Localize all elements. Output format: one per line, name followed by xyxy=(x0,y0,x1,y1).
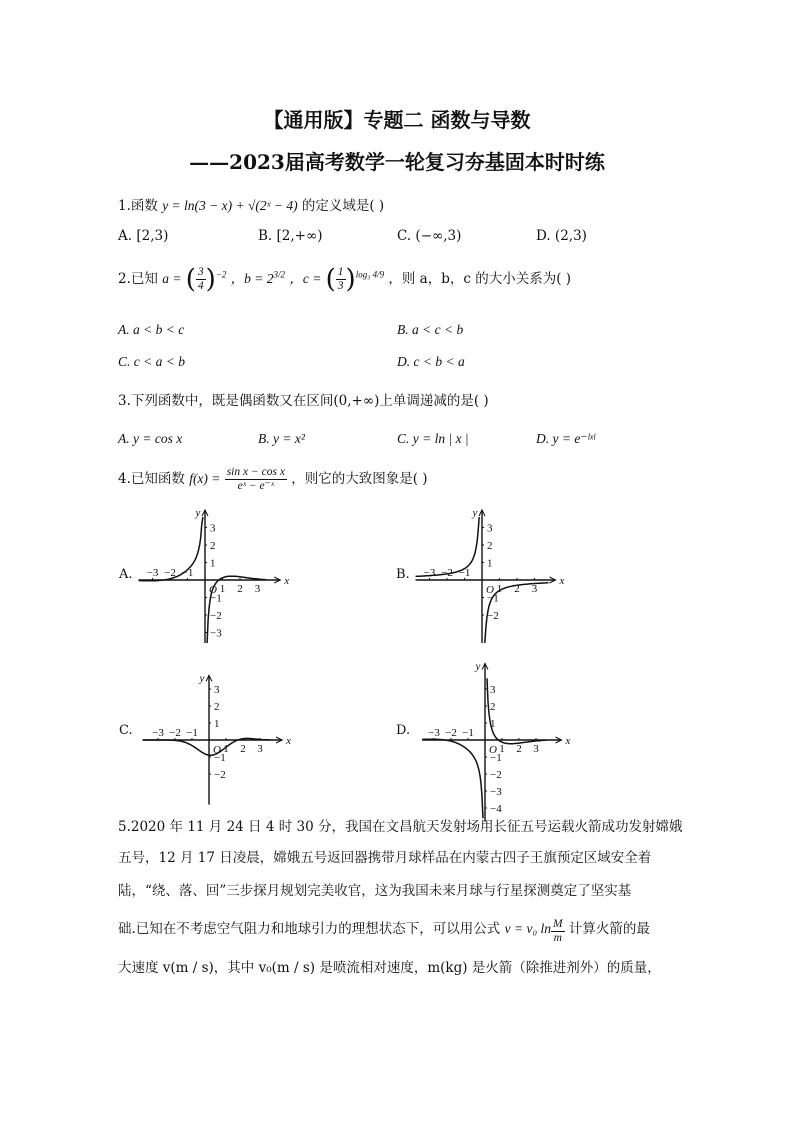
graphA-x-label: x xyxy=(284,575,290,587)
graphD-origin: O xyxy=(489,744,497,756)
graphC-ytick-label-4: −2 xyxy=(214,769,226,781)
graphB-y-label: y xyxy=(472,507,478,519)
graphD-xtick-label-5: 3 xyxy=(533,743,539,755)
graphB-curve-0 xyxy=(416,517,480,576)
q5-line-2: 五号，12 月 17 日凌晨，嫦娥五号返回器携带月球样品在内蒙古四子王旗预定区域安全着 xyxy=(118,850,652,866)
graphC-origin: O xyxy=(213,744,221,756)
graphB-ytick-label-2: 1 xyxy=(487,557,493,570)
title-line-2: ——2023届高考数学一轮复习夯基固本时时练 xyxy=(189,150,605,174)
graphD-curve-0 xyxy=(422,739,483,818)
q5-frac-num: M xyxy=(551,918,565,932)
graphD-ytick-label-1: 2 xyxy=(490,701,496,713)
graphD-xtick-label-3: 1 xyxy=(499,743,505,755)
graphA-xtick-label-3: 1 xyxy=(219,583,226,595)
graphB-x-arrow xyxy=(550,577,556,583)
graphB-y-arrow xyxy=(479,510,485,516)
graphB-ytick-label-0: 3 xyxy=(487,522,493,535)
graphB-origin: O xyxy=(486,584,494,596)
q1-option-c: C. (−∞,3) xyxy=(397,228,462,244)
graphA-ytick-label-1: 2 xyxy=(210,540,216,552)
graphD-ytick-label-3: −1 xyxy=(490,752,502,764)
q5-line-1: 5.2020 年 11 月 24 日 4 时 30 分，我国在文昌航天发射场用长征五号运载火箭成功发射嫦娥 xyxy=(118,819,683,835)
q2-option-b: B. a < c < b xyxy=(397,322,464,337)
q3-option-a: A. y = cos x xyxy=(118,431,183,446)
q1-option-d: D. (2,3) xyxy=(536,228,587,244)
graphD-xtick-label-1: −2 xyxy=(445,727,457,739)
q1-suffix: 的定义域是( ) xyxy=(301,198,385,214)
question-4 xyxy=(118,466,428,493)
graphA-y-arrow xyxy=(202,510,208,516)
q2-a-exp: −2 xyxy=(215,269,227,280)
graphA-y-label: y xyxy=(195,507,201,519)
graphB-xtick-label-3: 1 xyxy=(496,583,503,595)
q4-den: eˣ − e⁻ˣ xyxy=(237,480,274,493)
graphA-origin: O xyxy=(209,584,217,596)
graphC-ytick-label-2: 1 xyxy=(214,718,220,730)
graphB-ytick-label-1: 2 xyxy=(487,540,493,552)
q5-line-5: 大速度 v(m / s)，其中 v₀(m / s) 是喷流相对速度，m(kg) 是火箭（除推进剂外）的质量， xyxy=(118,960,661,976)
graphB-ytick-label-4: −2 xyxy=(487,610,499,622)
graphD-curve-1 xyxy=(487,678,546,743)
graphC-xtick-label-4: 2 xyxy=(240,743,246,755)
graphD-ytick-label-2: 1 xyxy=(490,718,496,730)
graphD-x-arrow xyxy=(556,737,562,743)
graphC-xtick-label-3: 1 xyxy=(223,743,229,755)
graphB-xtick-label-5: 3 xyxy=(531,583,538,595)
graphC-xtick-label-0: −3 xyxy=(152,727,164,739)
q2-a-den: 4 xyxy=(197,280,204,293)
q3-option-b: B. y = x² xyxy=(258,431,305,446)
q2-b-text: ，b = 2 xyxy=(230,271,274,287)
q2-c-den: 3 xyxy=(337,280,344,293)
q3-option-c: C. y = ln | x | xyxy=(397,431,469,446)
graphA-ytick-label-5: −3 xyxy=(210,627,222,640)
q3-option-d: D. y = e⁻ˡˣˡ xyxy=(536,431,595,446)
graphB-curve-1 xyxy=(485,583,549,643)
title-line-1: 【通用版】专题二 函数与导数 xyxy=(263,108,531,132)
graphB-x-label: x xyxy=(559,575,565,587)
graphB-xtick-label-1: −2 xyxy=(441,567,453,579)
graphD-ytick-label-0: 3 xyxy=(490,684,496,696)
q5-line-4b: 计算火箭的最 xyxy=(568,921,650,938)
graphA-x-arrow xyxy=(274,577,280,583)
graphD-ytick-label-5: −3 xyxy=(490,786,502,798)
graphD-y-label: y xyxy=(475,660,481,673)
graphC-ytick-label-3: −1 xyxy=(214,752,226,764)
q2-a-num: 3 xyxy=(196,266,206,280)
q5-line-4a: 础.已知在不考虑空气阻力和地球引力的理想状态下，可以用公式 xyxy=(118,921,501,938)
graphB-ytick-label-3: −1 xyxy=(487,592,499,605)
q4-fx: f(x) = xyxy=(189,471,221,487)
q2-c-exp: log₃ 4/9 xyxy=(355,269,385,280)
graphD-ytick-label-6: −4 xyxy=(490,803,502,815)
graphC-x-label: x xyxy=(286,735,291,747)
q2-c-num: 1 xyxy=(336,266,346,280)
graphD-ytick-label-4: −2 xyxy=(490,769,502,781)
graphC-ytick-label-0: 3 xyxy=(214,684,220,696)
graphD-xtick-label-4: 2 xyxy=(516,743,522,755)
graphC-xtick-label-2: −1 xyxy=(186,727,198,739)
graphC-y-label: y xyxy=(199,672,205,685)
question-2: 2.已知 a = ( $\frac{3}{4}$ )$^{-2}$ ，$b = 2^{3/2}$ ，c = ( $\frac{1}{3}$ )$^{log_3 4/9}$ ，则 a，b，c 的大小关系为( ) xyxy=(118,264,572,295)
graphD-y-arrow xyxy=(482,664,488,670)
graphD-xtick-label-2: −1 xyxy=(462,727,474,739)
q2-a-text: a = xyxy=(162,271,182,287)
graph-d-label: D. xyxy=(396,723,411,738)
q2-option-c: C. c < a < b xyxy=(118,354,185,369)
q1-prefix: 1.函数 xyxy=(118,198,158,214)
graphB-xtick-label-0: −3 xyxy=(423,567,436,579)
q4-prefix: 4.已知函数 xyxy=(118,471,185,488)
graphC-ytick-label-1: 2 xyxy=(214,701,220,713)
graphA-ytick-label-3: −1 xyxy=(210,592,222,605)
graphC-xtick-label-1: −2 xyxy=(169,727,181,739)
graphA-xtick-label-0: −3 xyxy=(146,567,159,579)
graphA-ytick-label-4: −2 xyxy=(210,610,222,622)
q4-suffix: ，则它的大致图象是( ) xyxy=(291,471,428,488)
graphA-ytick-label-0: 3 xyxy=(210,522,216,535)
graphD-xtick-label-0: −3 xyxy=(428,727,440,739)
graphA-curve-1 xyxy=(207,576,266,643)
q2-option-d: D. c < b < a xyxy=(397,354,465,369)
q2-suffix: ，则 a，b，c 的大小关系为( ) xyxy=(388,271,572,288)
q1-option-b: B. [2,+∞) xyxy=(258,228,323,244)
q5-formula: v = v₀ ln xyxy=(504,921,552,937)
graphA-xtick-label-2: −1 xyxy=(181,567,194,579)
q5-frac-den: m xyxy=(553,932,562,945)
graphB-xtick-label-2: −1 xyxy=(458,567,471,579)
question-1 xyxy=(118,194,384,214)
graphC-xtick-label-5: 3 xyxy=(257,743,263,755)
question-3: 3.下列函数中，既是偶函数又在区间(0,+∞)上单调递减的是( ) xyxy=(118,393,489,409)
graphA-xtick-label-5: 3 xyxy=(254,583,261,595)
q1-formula: y = ln(3 − x) + √(2ˣ − 4) xyxy=(162,198,298,213)
graphA-xtick-label-4: 2 xyxy=(237,583,243,595)
q2-prefix: 2.已知 xyxy=(118,271,158,288)
graphD-x-label: x xyxy=(565,735,571,747)
q2-b-exp: 3/2 xyxy=(273,269,286,280)
graphA-xtick-label-1: −2 xyxy=(164,567,176,579)
q4-num: sin x − cos x xyxy=(225,466,287,480)
q2-option-a: A. a < b < c xyxy=(118,322,185,337)
q2-c-text: ，c = xyxy=(289,271,322,287)
q1-option-a: A. [2,3) xyxy=(118,228,169,244)
graph-c-label: C. xyxy=(119,723,133,738)
graphC-y-arrow xyxy=(206,675,212,681)
graph-b-label: B. xyxy=(396,567,410,582)
graphB-xtick-label-4: 2 xyxy=(514,583,520,595)
graphC-curve-0 xyxy=(143,738,271,755)
graphA-ytick-label-2: 1 xyxy=(210,557,216,570)
graphC-x-arrow xyxy=(276,737,282,743)
q5-line-3: 陆，“绕、落、回”三步探月规划完美收官，这为我国未来月球与行星探测奠定了坚实基 xyxy=(118,883,632,899)
graph-a-label: A. xyxy=(119,567,133,582)
graphA-curve-0 xyxy=(139,517,203,581)
q5-line-4 xyxy=(118,918,678,945)
